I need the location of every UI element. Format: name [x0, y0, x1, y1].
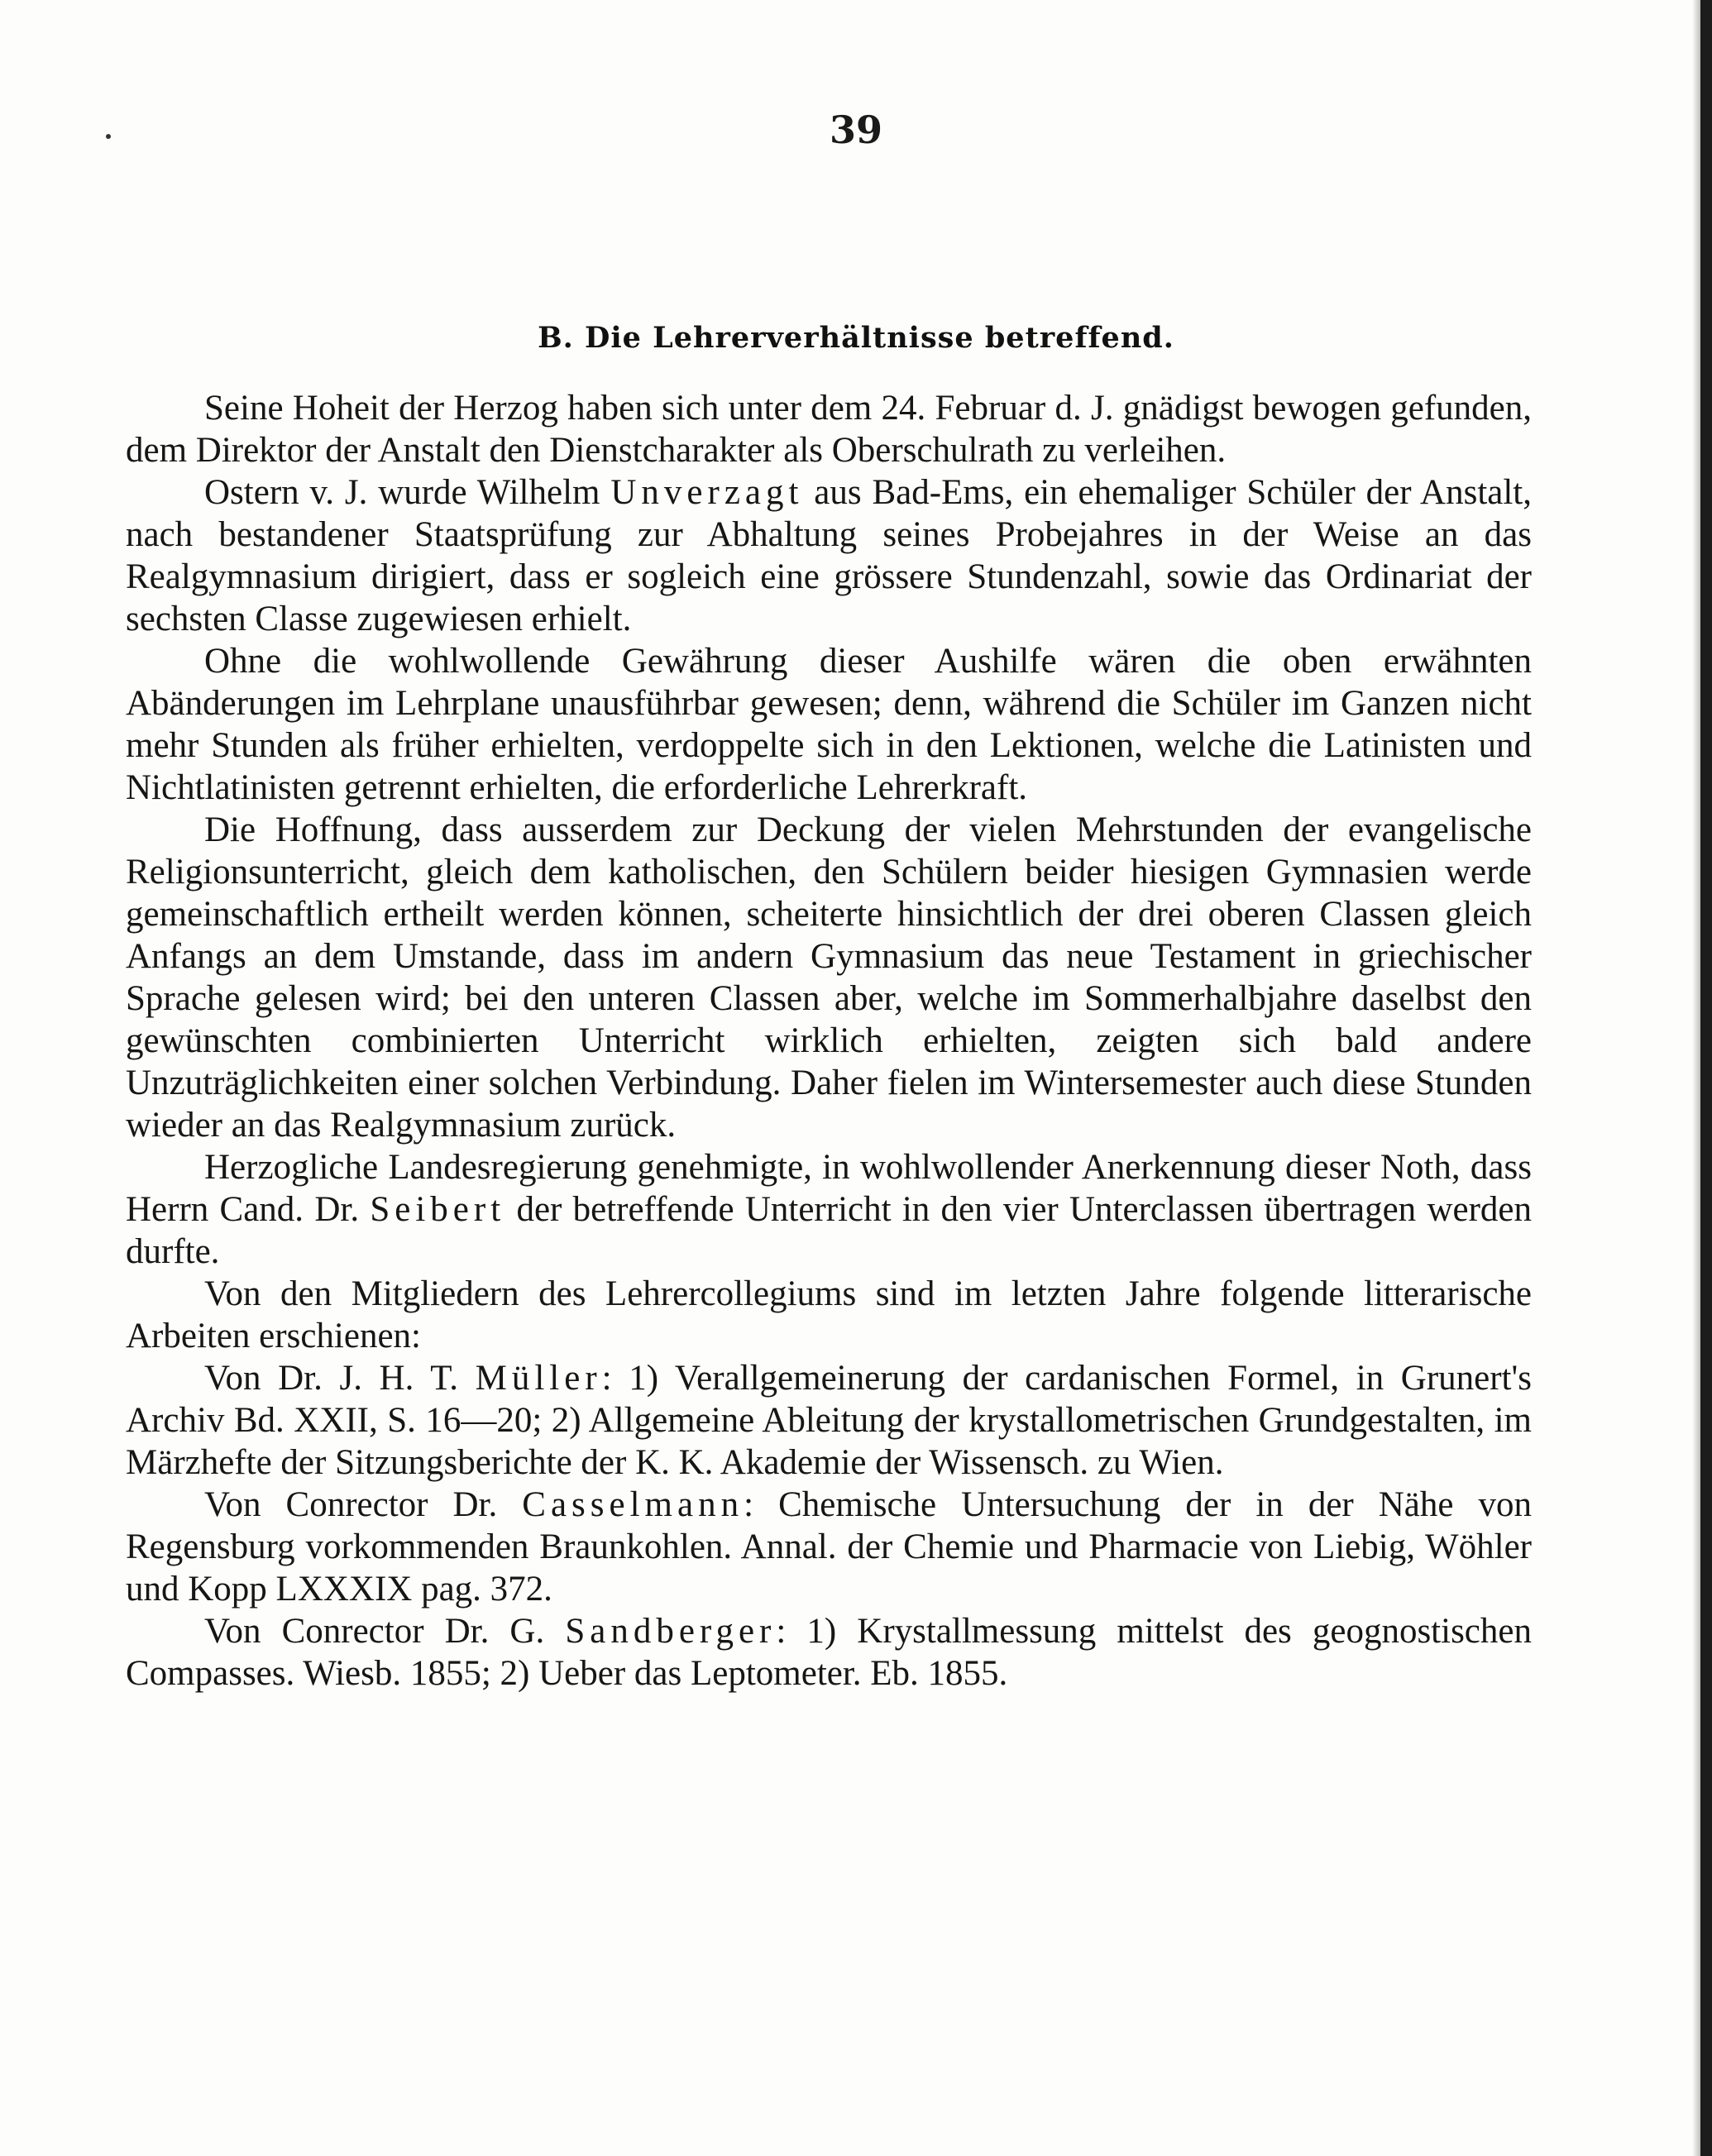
text-run: Von Dr. J. H. T.	[204, 1359, 476, 1398]
text-run: der betreffende Unterricht in den vier Unterclassen übertragen werden durfte.	[126, 1190, 1532, 1271]
paragraph	[126, 1273, 1532, 1357]
text-run: Von Conrector Dr.	[204, 1485, 523, 1524]
text-run: Ohne die wohlwollende Gewährung dieser Aushilfe wären die oben erwähnten Abänderungen im Lehrplane unausführbar gewesen; denn, während die Schüler im Ganzen nicht mehr Stunden als früher erhielten, verdoppelte sich in den Lektionen, welche die Latinisten und Nichtlatinisten getrennt erhielten, die erforderliche Lehrerkraft.	[126, 642, 1532, 807]
spaced-name: Seibert	[370, 1190, 506, 1229]
text-run: Von den Mitgliedern des Lehrercollegiums sind im letzten Jahre folgende litterarische Arbeiten erschienen:	[126, 1274, 1532, 1355]
paragraph	[126, 1610, 1532, 1695]
paragraph	[126, 809, 1532, 1146]
paragraph	[126, 1357, 1532, 1484]
section-heading: B. Die Lehrerverhältnisse betreffend.	[538, 321, 1174, 355]
text-run: Die Hoffnung, dass ausserdem zur Deckung der vielen Mehrstunden der evangelische Religionsunterricht, gleich dem katholischen, den Schülern beider hiesigen Gymnasien werde gemeinschaftlich ertheilt werden können, scheiterte hinsichtlich der drei oberen Classen gleich Anfangs an dem Umstande, dass im andern Gymnasium das neue Testament in griechischer Sprache gelesen wird; bei den unteren Classen aber, welche im Sommerhalbjahre daselbst den gewünschten combinierten Unterricht wirklich erhielten, zeigten sich bald andere Unzuträglichkeiten einer solchen Verbindung. Daher fielen im Wintersemester auch diese Stunden wieder an das Realgymnasium zurück.	[126, 810, 1532, 1145]
text-run: Von Conrector Dr. G.	[204, 1612, 566, 1651]
text-run: : 1) Krystallmessung mittelst des geognostischen Compasses. Wiesb. 1855; 2) Ueber das Leptometer. Eb. 1855.	[126, 1612, 1532, 1693]
text-run: : Chemische Untersuchung der in der Nähe von Regensburg vorkommenden Braunkohlen. Annal. der Chemie und Pharmacie von Liebig, Wöhler und Kopp LXXXIX pag. 372.	[126, 1485, 1532, 1609]
text-run: : 1) Verallgemeinerung der cardanischen Formel, in Grunert's Archiv Bd. XXII, S. 16—20; 2) Allgemeine Ableitung der krystallometrischen Grundgestalten, im Märzhefte der Sitzungsberichte der K. K. Akademie der Wissensch. zu Wien.	[126, 1359, 1532, 1482]
paragraph	[126, 1146, 1532, 1273]
paragraph	[126, 471, 1532, 640]
text-run: aus Bad-Ems, ein ehemaliger Schüler der Anstalt, nach bestandener Staatsprüfung zur Abhaltung seines Probejahres in der Weise an das Realgymnasium dirigiert, dass er sogleich eine grössere Stundenzahl, sowie das Ordinariat der sechsten Classe zugewiesen erhielt.	[126, 473, 1533, 638]
scan-edge	[1700, 0, 1712, 2156]
text-run: Herzogliche Landesregierung genehmigte, in wohlwollender Anerkennung dieser Noth, dass Herrn Cand. Dr.	[126, 1148, 1532, 1229]
text-run: Ostern v. J. wurde Wilhelm	[204, 473, 611, 512]
paragraph	[126, 387, 1532, 471]
spaced-name: Casselmann	[522, 1485, 744, 1524]
spaced-name: Müller	[475, 1359, 602, 1398]
text-run: Seine Hoheit der Herzog haben sich unter dem 24. Februar d. J. gnädigst bewogen gefunden, dem Direktor der Anstalt den Dienstcharakter als Oberschulrath zu verleihen.	[126, 389, 1532, 470]
page-number: 39	[829, 108, 882, 152]
body-text	[126, 387, 1532, 1695]
paragraph	[126, 1484, 1532, 1610]
spaced-name: Sandberger	[565, 1612, 777, 1651]
paragraph	[126, 640, 1532, 809]
spaced-name: Unverzagt	[610, 473, 804, 512]
page-edge-shadow	[1692, 0, 1700, 2156]
